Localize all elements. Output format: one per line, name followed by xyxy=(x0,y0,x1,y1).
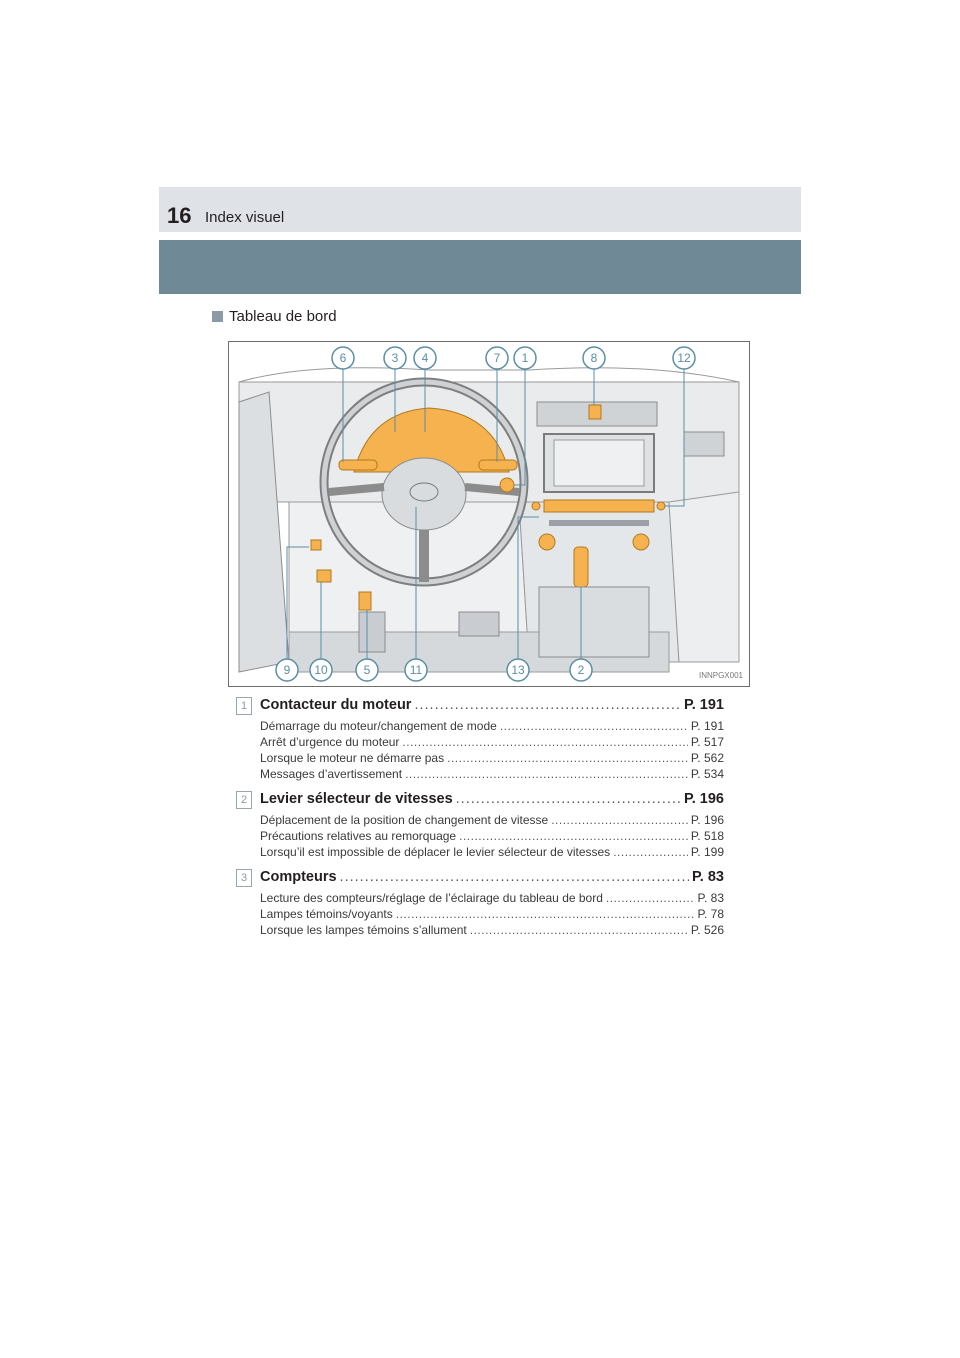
dashboard-illustration xyxy=(228,341,750,687)
section-title: Index visuel xyxy=(205,209,285,226)
sub-item-text: Lorsque les lampes témoins s’allument xyxy=(260,923,467,937)
sub-item-text: Lorsqu’il est impossible de déplacer le levier sélecteur de vitesses xyxy=(260,845,611,859)
section-banner xyxy=(159,240,801,294)
sub-item-text: Lampes témoins/voyants xyxy=(260,907,393,921)
page-number: 16 xyxy=(167,203,192,228)
page-ref-link[interactable]: P. 191 xyxy=(683,697,724,713)
entry-title-row xyxy=(260,869,724,889)
page-ref-link[interactable]: P. 526 xyxy=(690,923,724,937)
sub-item-text: Lecture des compteurs/réglage de l’éclairage du tableau de bord xyxy=(260,891,603,905)
callout-label: 4 xyxy=(421,351,429,365)
page-ref-link[interactable]: P. 199 xyxy=(690,845,724,859)
square-bullet-icon xyxy=(212,311,223,322)
figure-code: INNPGX001 xyxy=(698,671,743,680)
page-ref-link[interactable]: P. 562 xyxy=(690,751,724,765)
callout-label: 2 xyxy=(577,663,585,677)
page-ref-link[interactable]: P. 78 xyxy=(697,907,724,921)
callout-label: 1 xyxy=(521,351,529,365)
sub-item-text: Démarrage du moteur/changement de mode xyxy=(260,719,497,733)
callout-label: 8 xyxy=(590,351,598,365)
entry-number: 2 xyxy=(236,791,252,809)
list-item xyxy=(260,719,724,735)
sub-item-text: Lorsque le moteur ne démarre pas xyxy=(260,751,445,765)
page-ref-link[interactable]: P. 518 xyxy=(690,829,724,843)
leader-dots xyxy=(405,767,688,781)
list-item xyxy=(260,751,724,767)
list-item xyxy=(260,829,724,845)
sub-item-text: Déplacement de la position de changement de vitesse xyxy=(260,813,549,827)
leader-dots xyxy=(447,751,688,765)
leader-dots xyxy=(340,869,689,885)
callout-label: 7 xyxy=(493,351,501,365)
leader-dots xyxy=(402,735,687,749)
subheading xyxy=(212,308,337,325)
callout-label: 13 xyxy=(511,663,525,677)
subheading-label: Tableau de bord xyxy=(229,308,337,325)
leader-dots xyxy=(613,845,688,859)
entry-title: Compteurs xyxy=(260,869,337,885)
leader-dots xyxy=(500,719,688,733)
page-ref-link[interactable]: P. 517 xyxy=(690,735,724,749)
page-ref-link[interactable]: P. 83 xyxy=(692,869,724,885)
leader-dots xyxy=(606,891,695,905)
leader-dots xyxy=(459,829,688,843)
sub-item-text: Messages d’avertissement xyxy=(260,767,403,781)
leader-dots xyxy=(414,697,680,713)
sub-list xyxy=(260,813,724,861)
list-item xyxy=(260,767,724,783)
leader-dots xyxy=(551,813,688,827)
page-ref-link[interactable]: P. 83 xyxy=(697,891,724,905)
page-ref-link[interactable]: P. 196 xyxy=(683,791,724,807)
callout-label: 12 xyxy=(677,351,691,365)
callout-label: 6 xyxy=(339,351,347,365)
list-item xyxy=(260,813,724,829)
entry-number: 1 xyxy=(236,697,252,715)
callout-label: 9 xyxy=(283,663,291,677)
callout-label: 10 xyxy=(314,663,328,677)
page-ref-link[interactable]: P. 191 xyxy=(690,719,724,733)
list-item xyxy=(260,923,724,939)
sub-list xyxy=(260,719,724,783)
page-ref-link[interactable]: P. 534 xyxy=(690,767,724,781)
callout-label: 3 xyxy=(391,351,399,365)
dashboard-drawing xyxy=(229,342,749,686)
list-item xyxy=(260,891,724,907)
list-item xyxy=(260,845,724,861)
leader-dots xyxy=(470,923,688,937)
sub-item-text: Arrêt d’urgence du moteur xyxy=(260,735,400,749)
callout-label: 11 xyxy=(409,663,423,677)
sub-item-text: Précautions relatives au remorquage xyxy=(260,829,457,843)
entry xyxy=(236,791,724,861)
leader-dots xyxy=(456,791,681,807)
list-item xyxy=(260,735,724,751)
callout-label: 5 xyxy=(363,663,371,677)
entry xyxy=(236,869,724,939)
entry-title: Levier sélecteur de vitesses xyxy=(260,791,453,807)
entry-title-row xyxy=(260,791,724,811)
entry-number: 3 xyxy=(236,869,252,887)
entry xyxy=(236,697,724,783)
entry-title: Contacteur du moteur xyxy=(260,697,412,713)
entry-list xyxy=(236,697,724,947)
list-item xyxy=(260,907,724,923)
entry-title-row xyxy=(260,697,724,717)
sub-list xyxy=(260,891,724,939)
leader-dots xyxy=(396,907,695,921)
page-ref-link[interactable]: P. 196 xyxy=(690,813,724,827)
